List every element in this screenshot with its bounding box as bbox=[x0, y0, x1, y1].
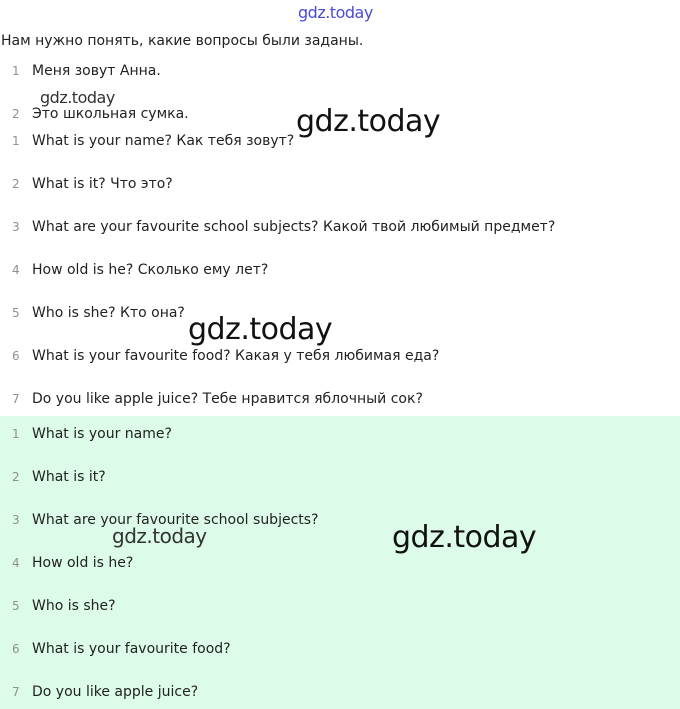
item-number: 1 bbox=[12, 134, 20, 148]
item-text: How old is he? Сколько ему лет? bbox=[32, 262, 269, 278]
item-number: 1 bbox=[12, 427, 20, 441]
item-text: What is your name? Как тебя зовут? bbox=[32, 133, 295, 149]
item-text: What is your name? bbox=[32, 426, 172, 442]
item-text: Это школьная сумка. bbox=[32, 106, 189, 122]
item-number: 2 bbox=[12, 107, 20, 121]
item-text: Who is she? Кто она? bbox=[32, 305, 185, 321]
item-number: 7 bbox=[12, 685, 20, 699]
watermark: gdz.today bbox=[392, 520, 537, 555]
item-text: What is it? Что это? bbox=[32, 176, 173, 192]
intro-text: Нам нужно понять, какие вопросы были заданы. bbox=[1, 33, 364, 49]
item-number: 4 bbox=[12, 556, 20, 570]
item-number: 4 bbox=[12, 263, 20, 277]
item-text: Who is she? bbox=[32, 598, 116, 614]
item-number: 2 bbox=[12, 470, 20, 484]
answer-panel bbox=[0, 416, 680, 709]
watermark: gdz.today bbox=[112, 524, 207, 548]
item-number: 6 bbox=[12, 349, 20, 363]
item-text: What is your favourite food? bbox=[32, 641, 231, 657]
item-text: What are your favourite school subjects? Какой твой любимый предмет? bbox=[32, 219, 556, 235]
item-text: What is it? bbox=[32, 469, 106, 485]
item-text: What are your favourite school subjects? bbox=[32, 512, 319, 528]
item-number: 7 bbox=[12, 392, 20, 406]
item-number: 3 bbox=[12, 220, 20, 234]
item-number: 1 bbox=[12, 64, 20, 78]
item-text: How old is he? bbox=[32, 555, 134, 571]
watermark: gdz.today bbox=[296, 104, 441, 139]
item-number: 5 bbox=[12, 306, 20, 320]
item-text: Меня зовут Анна. bbox=[32, 63, 161, 79]
item-text: What is your favourite food? Какая у тебя любимая еда? bbox=[32, 348, 440, 364]
item-number: 2 bbox=[12, 177, 20, 191]
item-number: 5 bbox=[12, 599, 20, 613]
item-number: 6 bbox=[12, 642, 20, 656]
watermark: gdz.today bbox=[40, 88, 115, 107]
site-logo: gdz.today bbox=[298, 3, 373, 22]
watermark: gdz.today bbox=[188, 312, 333, 347]
item-text: Do you like apple juice? bbox=[32, 684, 199, 700]
item-text: Do you like apple juice? Тебе нравится яблочный сок? bbox=[32, 391, 423, 407]
item-number: 3 bbox=[12, 513, 20, 527]
